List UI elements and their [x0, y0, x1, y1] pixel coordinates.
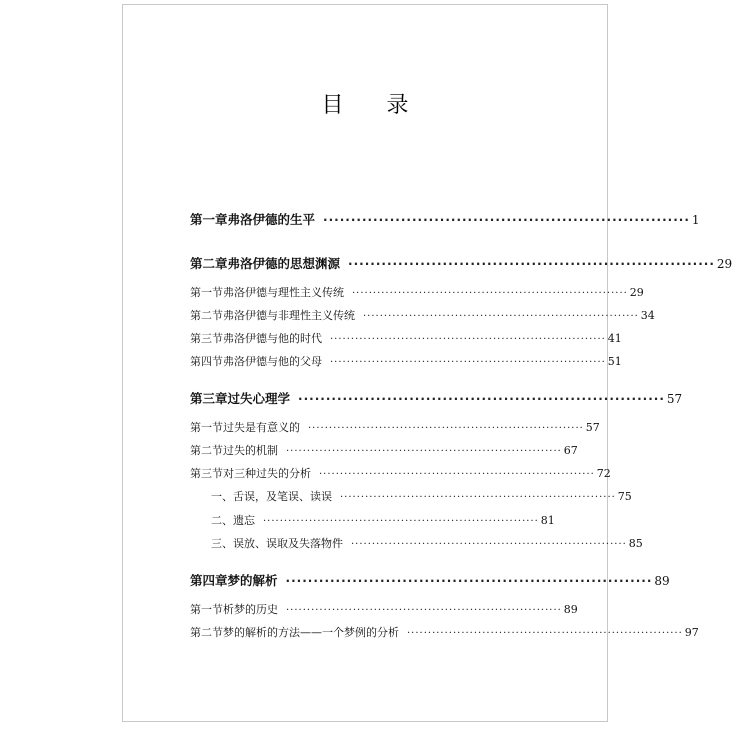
dot-leader: ·································································· — [348, 257, 715, 271]
dot-leader: ·································································· — [308, 423, 584, 434]
section-title: 过失的机制 — [223, 444, 278, 457]
dot-leader: ·································································· — [330, 334, 606, 345]
page-number: 81 — [540, 514, 555, 527]
section-label: 第一节 — [190, 603, 223, 616]
page-number: 57 — [666, 392, 683, 406]
toc-entry-section — [190, 332, 622, 345]
section-title: 析梦的历史 — [223, 603, 278, 616]
section-title: 弗洛伊德与他的时代 — [223, 332, 322, 345]
page-number: 41 — [607, 332, 622, 345]
subsection-title: 一、舌误，及笔误、读误 — [211, 490, 332, 503]
page-number: 72 — [596, 467, 611, 480]
dot-leader: ·································································· — [407, 628, 683, 639]
section-title: 弗洛伊德与非理性主义传统 — [223, 309, 355, 322]
section-label: 第一节 — [190, 421, 223, 434]
page-number: 89 — [563, 603, 578, 616]
toc-entry-chapter-4 — [190, 573, 670, 588]
chapter-label: 第一章 — [190, 212, 228, 227]
section-label: 第二节 — [190, 309, 223, 322]
dot-leader: ·································································· — [351, 539, 627, 550]
dot-leader: ·································································· — [363, 311, 639, 322]
section-title: 弗洛伊德与理性主义传统 — [223, 286, 344, 299]
chapter-label: 第四章 — [190, 573, 228, 588]
toc-entry-section — [190, 421, 600, 434]
section-title: 对三种过失的分析 — [223, 467, 311, 480]
dot-leader: ·································································· — [286, 446, 562, 457]
toc-entry-subsection — [211, 514, 555, 527]
subsection-title: 二、遗忘 — [211, 514, 255, 527]
toc-entry-section — [190, 286, 644, 299]
page-number: 85 — [628, 537, 643, 550]
toc-entry-chapter-1 — [190, 212, 700, 227]
toc-entry-section — [190, 603, 578, 616]
section-title: 弗洛伊德与他的父母 — [223, 355, 322, 368]
chapter-title: 梦的解析 — [227, 573, 278, 588]
toc-entry-subsection — [211, 490, 632, 503]
page-number: 34 — [640, 309, 655, 322]
page-number: 89 — [654, 574, 670, 588]
page-number: 51 — [607, 355, 622, 368]
page-number: 29 — [716, 257, 732, 271]
chapter-title: 过失心理学 — [227, 391, 291, 406]
toc-entry-section — [190, 444, 578, 457]
page-number: 67 — [563, 444, 578, 457]
dot-leader: ·································································· — [340, 492, 616, 503]
page-number: 75 — [617, 490, 632, 503]
dot-leader: ·································································· — [323, 213, 690, 227]
chapter-label: 第三章 — [190, 391, 228, 406]
dot-leader: ·································································· — [286, 605, 562, 616]
toc-entry-subsection — [211, 537, 643, 550]
dot-leader: ·································································· — [285, 574, 653, 588]
page-number: 57 — [585, 421, 600, 434]
dot-leader: ·································································· — [352, 288, 628, 299]
section-label: 第三节 — [190, 467, 223, 480]
dot-leader: ·································································· — [319, 469, 595, 480]
dot-leader: ·································································· — [263, 516, 539, 527]
section-label: 第三节 — [190, 332, 223, 345]
toc-entry-section — [190, 309, 655, 322]
toc-entry-chapter-2 — [190, 256, 732, 271]
section-label: 第四节 — [190, 355, 223, 368]
section-label: 第二节 — [190, 444, 223, 457]
chapter-title: 弗洛伊德的思想渊源 — [227, 256, 341, 271]
page-number: 97 — [684, 626, 699, 639]
chapter-label: 第二章 — [190, 256, 228, 271]
page-number: 1 — [691, 213, 700, 227]
dot-leader: ·································································· — [330, 357, 606, 368]
page-number: 29 — [629, 286, 644, 299]
section-title: 过失是有意义的 — [223, 421, 300, 434]
toc-entry-chapter-3 — [190, 391, 683, 406]
subsection-title: 三、误放、误取及失落物件 — [211, 537, 343, 550]
section-title: 梦的解析的方法——一个梦例的分析 — [223, 626, 399, 639]
toc-entry-section — [190, 626, 699, 639]
chapter-title: 弗洛伊德的生平 — [227, 212, 316, 227]
toc-entry-section — [190, 467, 611, 480]
page-title: 目 录 — [321, 93, 427, 118]
dot-leader: ·································································· — [298, 392, 665, 406]
section-label: 第二节 — [190, 626, 223, 639]
section-label: 第一节 — [190, 286, 223, 299]
toc-entry-section — [190, 355, 622, 368]
